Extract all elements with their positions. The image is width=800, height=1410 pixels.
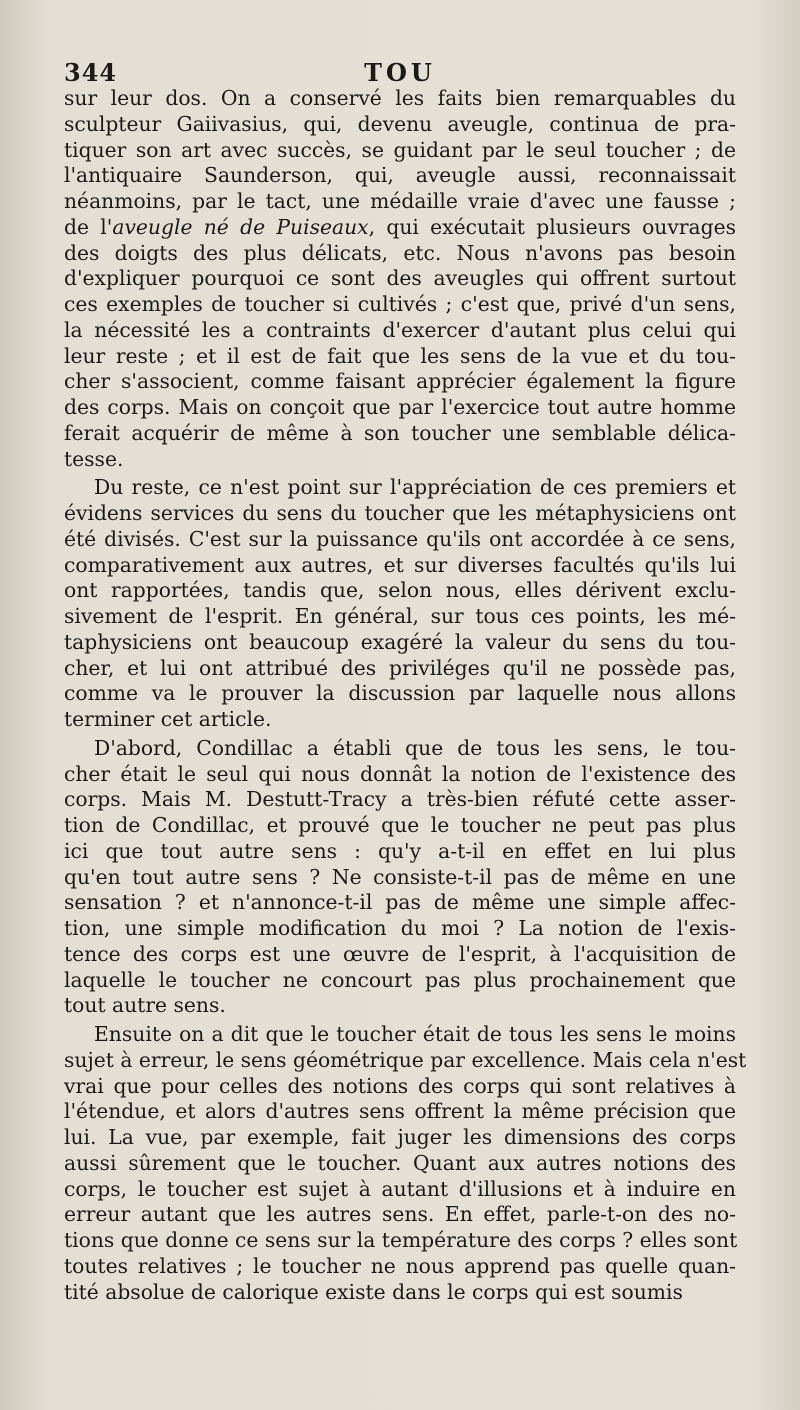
text-line: tion, une simple modification du moi ? La notion de l'exis- [64, 916, 736, 940]
text-line: la nécessité les a contraints d'exercer d'autant plus celui qui [64, 317, 736, 342]
text-line: des doigts des plus délicats, etc. Nous n'avons pas besoin [64, 240, 736, 265]
text-line: sensation ? et n'annonce-t-il pas de même une simple affec- [64, 890, 736, 915]
text-line: sculpteur Gaiivasius, qui, devenu aveugle, continua de pra- [64, 111, 736, 136]
text-line: aussi sûrement que le toucher. Quant aux autres notions des [64, 1150, 736, 1175]
running-head: TOU [364, 58, 436, 87]
text-line: cher était le seul qui nous donnât la notion de l'existence des [64, 761, 736, 786]
text-line: évidens services du sens du toucher que les métaphysiciens ont [64, 501, 736, 525]
text-line: taphysiciens ont beaucoup exagéré la valeur du sens du tou- [64, 629, 736, 654]
text-line: l'étendue, et alors d'autres sens offrent la même précision que [64, 1099, 736, 1124]
page-number: 344 [64, 58, 118, 87]
text-line: ces exemples de toucher si cultivés ; c'est que, privé d'un sens, [64, 292, 736, 316]
text-line: ferait acquérir de même à son toucher une semblable délica- [64, 420, 736, 445]
paragraph [64, 1022, 747, 1305]
text-line: lui. La vue, par exemple, fait juger les dimensions des corps [64, 1125, 736, 1149]
text-line: corps, le toucher est sujet à autant d'illusions et à induire en [64, 1176, 736, 1201]
text-line: été divisés. C'est sur la puissance qu'ils ont accordée à ce sens, [64, 526, 736, 551]
text-line: tout autre sens. [64, 993, 226, 1018]
text-line: néanmoins, par le tact, une médaille vraie d'avec une fausse ; [64, 189, 736, 213]
text-line: cher s'associent, comme faisant apprécier également la figure [64, 369, 736, 394]
text-line: ici que tout autre sens : qu'y a-t-il en effet en lui plus [64, 838, 736, 863]
text-line: tesse. [64, 446, 124, 471]
text-line: Ensuite on a dit que le toucher était de tous les sens le moins [94, 1022, 736, 1046]
paragraph [64, 736, 736, 1019]
text-line: comme va le prouver la discussion par laquelle nous allons [64, 681, 736, 706]
text-line: comparativement aux autres, et sur diverses facultés qu'ils lui [64, 552, 736, 577]
text-line: ont rapportées, tandis que, selon nous, elles dérivent exclu- [64, 578, 736, 603]
text-line: sivement de l'esprit. En général, sur tous ces points, les mé- [64, 604, 736, 628]
text-line: toutes relatives ; le toucher ne nous apprend pas quelle quan- [64, 1253, 736, 1278]
text-line: D'abord, Condillac a établi que de tous les sens, le tou- [94, 735, 736, 760]
text-line: qu'en tout autre sens ? Ne consiste-t-il pas de même en une [64, 864, 736, 889]
page-header [64, 58, 736, 86]
text-line: tence des corps est une œuvre de l'esprit, à l'acquisition de [64, 941, 736, 966]
text-line: tité absolue de calorique existe dans le corps qui est soumis [64, 1279, 683, 1304]
text-line: l'antiquaire Saunderson, qui, aveugle aussi, reconnaissait [64, 163, 736, 188]
text-line: corps. Mais M. Destutt-Tracy a très-bien réfuté cette asser- [64, 787, 736, 812]
text-line: leur reste ; et il est de fait que les sens de la vue et du tou- [64, 343, 736, 368]
paragraph [64, 86, 736, 472]
text-line: sujet à erreur, le sens géométrique par excellence. Mais cela n'est [64, 1047, 747, 1072]
text-line: Du reste, ce n'est point sur l'appréciation de ces premiers et [94, 475, 736, 500]
text-line: terminer cet article. [64, 707, 272, 731]
paragraph [64, 475, 736, 733]
text-line: laquelle le toucher ne concourt pas plus prochainement que [64, 967, 736, 992]
text-line: erreur autant que les autres sens. En effet, parle-t-on des no- [64, 1202, 736, 1227]
text-line: de l'aveugle né de Puiseaux, qui exécutait plusieurs ouvrages [64, 214, 737, 239]
body-text [64, 86, 747, 1305]
text-line: sur leur dos. On a conservé les faits bien remarquables du [64, 86, 736, 110]
text-line: d'expliquer pourquoi ce sont des aveugles qui offrent surtout [64, 266, 736, 291]
text-line: vrai que pour celles des notions des corps qui sont relatives à [64, 1073, 736, 1098]
text-line: tions que donne ce sens sur la température des corps ? elles sont [64, 1228, 738, 1252]
text-line: tion de Condillac, et prouvé que le toucher ne peut pas plus [64, 813, 736, 837]
text-line: tiquer son art avec succès, se guidant par le seul toucher ; de [64, 137, 736, 162]
text-line: cher, et lui ont attribué des priviléges qu'il ne possède pas, [64, 655, 736, 680]
text-line: des corps. Mais on conçoit que par l'exercice tout autre homme [64, 395, 736, 419]
